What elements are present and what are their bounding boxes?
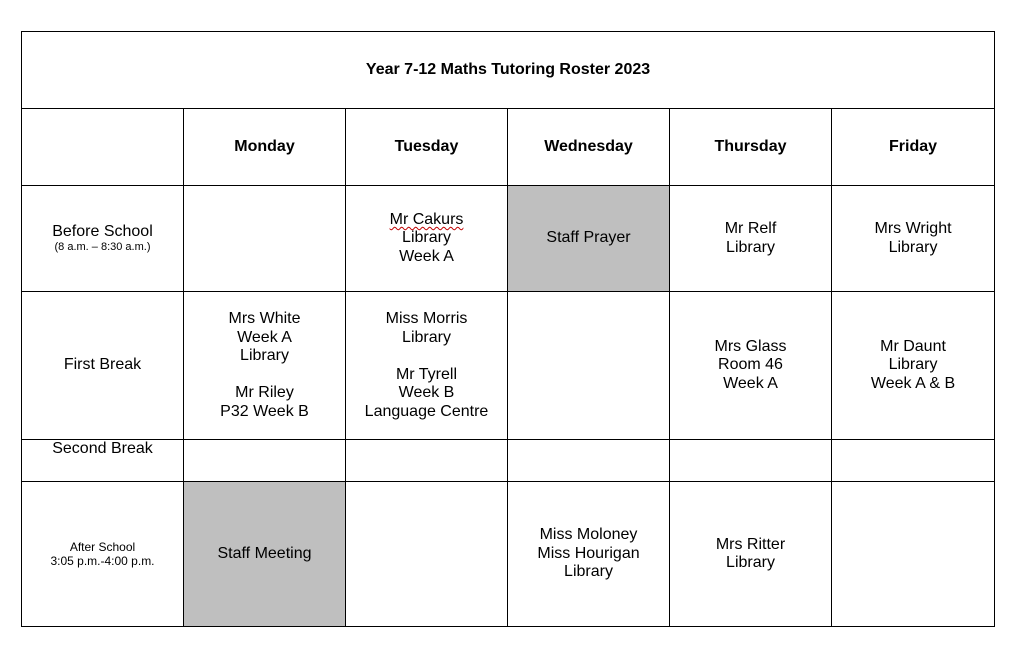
after-school-time: 3:05 p.m.-4:00 p.m. <box>50 554 155 568</box>
row-label-first-break <box>22 292 184 440</box>
day-header-wednesday: Wednesday <box>508 109 670 186</box>
week: Week A <box>237 328 292 346</box>
cell-first-wednesday <box>508 292 670 440</box>
spacer-line <box>184 366 345 385</box>
row-label-before-school <box>22 186 184 292</box>
location: Library <box>726 554 775 571</box>
cell-before-thursday <box>670 186 832 292</box>
location: Library <box>888 238 938 256</box>
cell-before-friday <box>832 186 995 292</box>
location: Library <box>240 347 289 364</box>
roster-table <box>21 31 995 627</box>
row-label-after-school <box>22 482 184 627</box>
week: Week B <box>398 384 455 401</box>
spacer-line <box>346 347 507 366</box>
location: Library <box>726 238 775 256</box>
day-header-friday: Friday <box>832 109 995 186</box>
tutor-name: Mr Tyrell <box>395 365 458 383</box>
after-school-label: After School <box>69 540 136 554</box>
week: Week A <box>399 247 454 265</box>
row-label-second-break <box>22 440 184 482</box>
cell-after-monday <box>184 482 346 627</box>
tutor-name: Miss Hourigan <box>537 544 640 562</box>
tutor-name: Mrs White <box>228 310 301 327</box>
tutor-name: Mr Relf <box>724 220 777 237</box>
cell-before-tuesday <box>346 186 508 292</box>
first-break-label: First Break <box>63 356 142 374</box>
tutor-name: Mrs Glass <box>714 337 787 355</box>
cell-after-friday <box>832 482 995 627</box>
second-break-label: Second Break <box>52 440 153 457</box>
staff-meeting-label: Staff Meeting <box>217 544 312 562</box>
cell-second-thursday <box>670 440 832 482</box>
week: Week A & B <box>870 374 956 392</box>
cell-second-friday <box>832 440 995 482</box>
cell-before-monday <box>184 186 346 292</box>
cell-second-monday <box>184 440 346 482</box>
cell-first-tuesday <box>346 292 508 440</box>
corner-cell <box>22 109 184 186</box>
tutor-name: Miss Moloney <box>539 526 638 544</box>
location: Room 46 <box>718 356 783 374</box>
before-school-label: Before School <box>52 222 153 240</box>
location-week: P32 Week B <box>220 402 309 420</box>
roster-title: Year 7-12 Maths Tutoring Roster 2023 <box>22 32 995 109</box>
location: Language Centre <box>364 402 489 420</box>
week: Week A <box>723 374 778 392</box>
location: Library <box>402 229 451 247</box>
cell-second-tuesday <box>346 440 508 482</box>
cell-second-wednesday <box>508 440 670 482</box>
location: Library <box>402 328 451 346</box>
location: Library <box>888 356 938 374</box>
cell-first-monday <box>184 292 346 440</box>
staff-prayer-label: Staff Prayer <box>546 229 631 247</box>
cell-after-tuesday <box>346 482 508 627</box>
tutor-name: Mrs Ritter <box>715 535 786 553</box>
cell-before-wednesday <box>508 186 670 292</box>
tutor-name: Mr Cakurs <box>389 210 464 228</box>
location: Library <box>564 563 613 581</box>
day-header-monday: Monday <box>184 109 346 186</box>
cell-first-thursday <box>670 292 832 440</box>
cell-after-thursday <box>670 482 832 627</box>
tutor-name: Mr Daunt <box>880 337 946 355</box>
day-header-tuesday: Tuesday <box>346 109 508 186</box>
cell-first-friday <box>832 292 995 440</box>
day-header-thursday: Thursday <box>670 109 832 186</box>
before-school-time: (8 a.m. – 8:30 a.m.) <box>54 241 151 254</box>
tutor-name: Mr Riley <box>235 384 294 401</box>
tutor-name: Mrs Wright <box>874 220 952 237</box>
tutor-name: Miss Morris <box>385 310 468 327</box>
cell-after-wednesday <box>508 482 670 627</box>
